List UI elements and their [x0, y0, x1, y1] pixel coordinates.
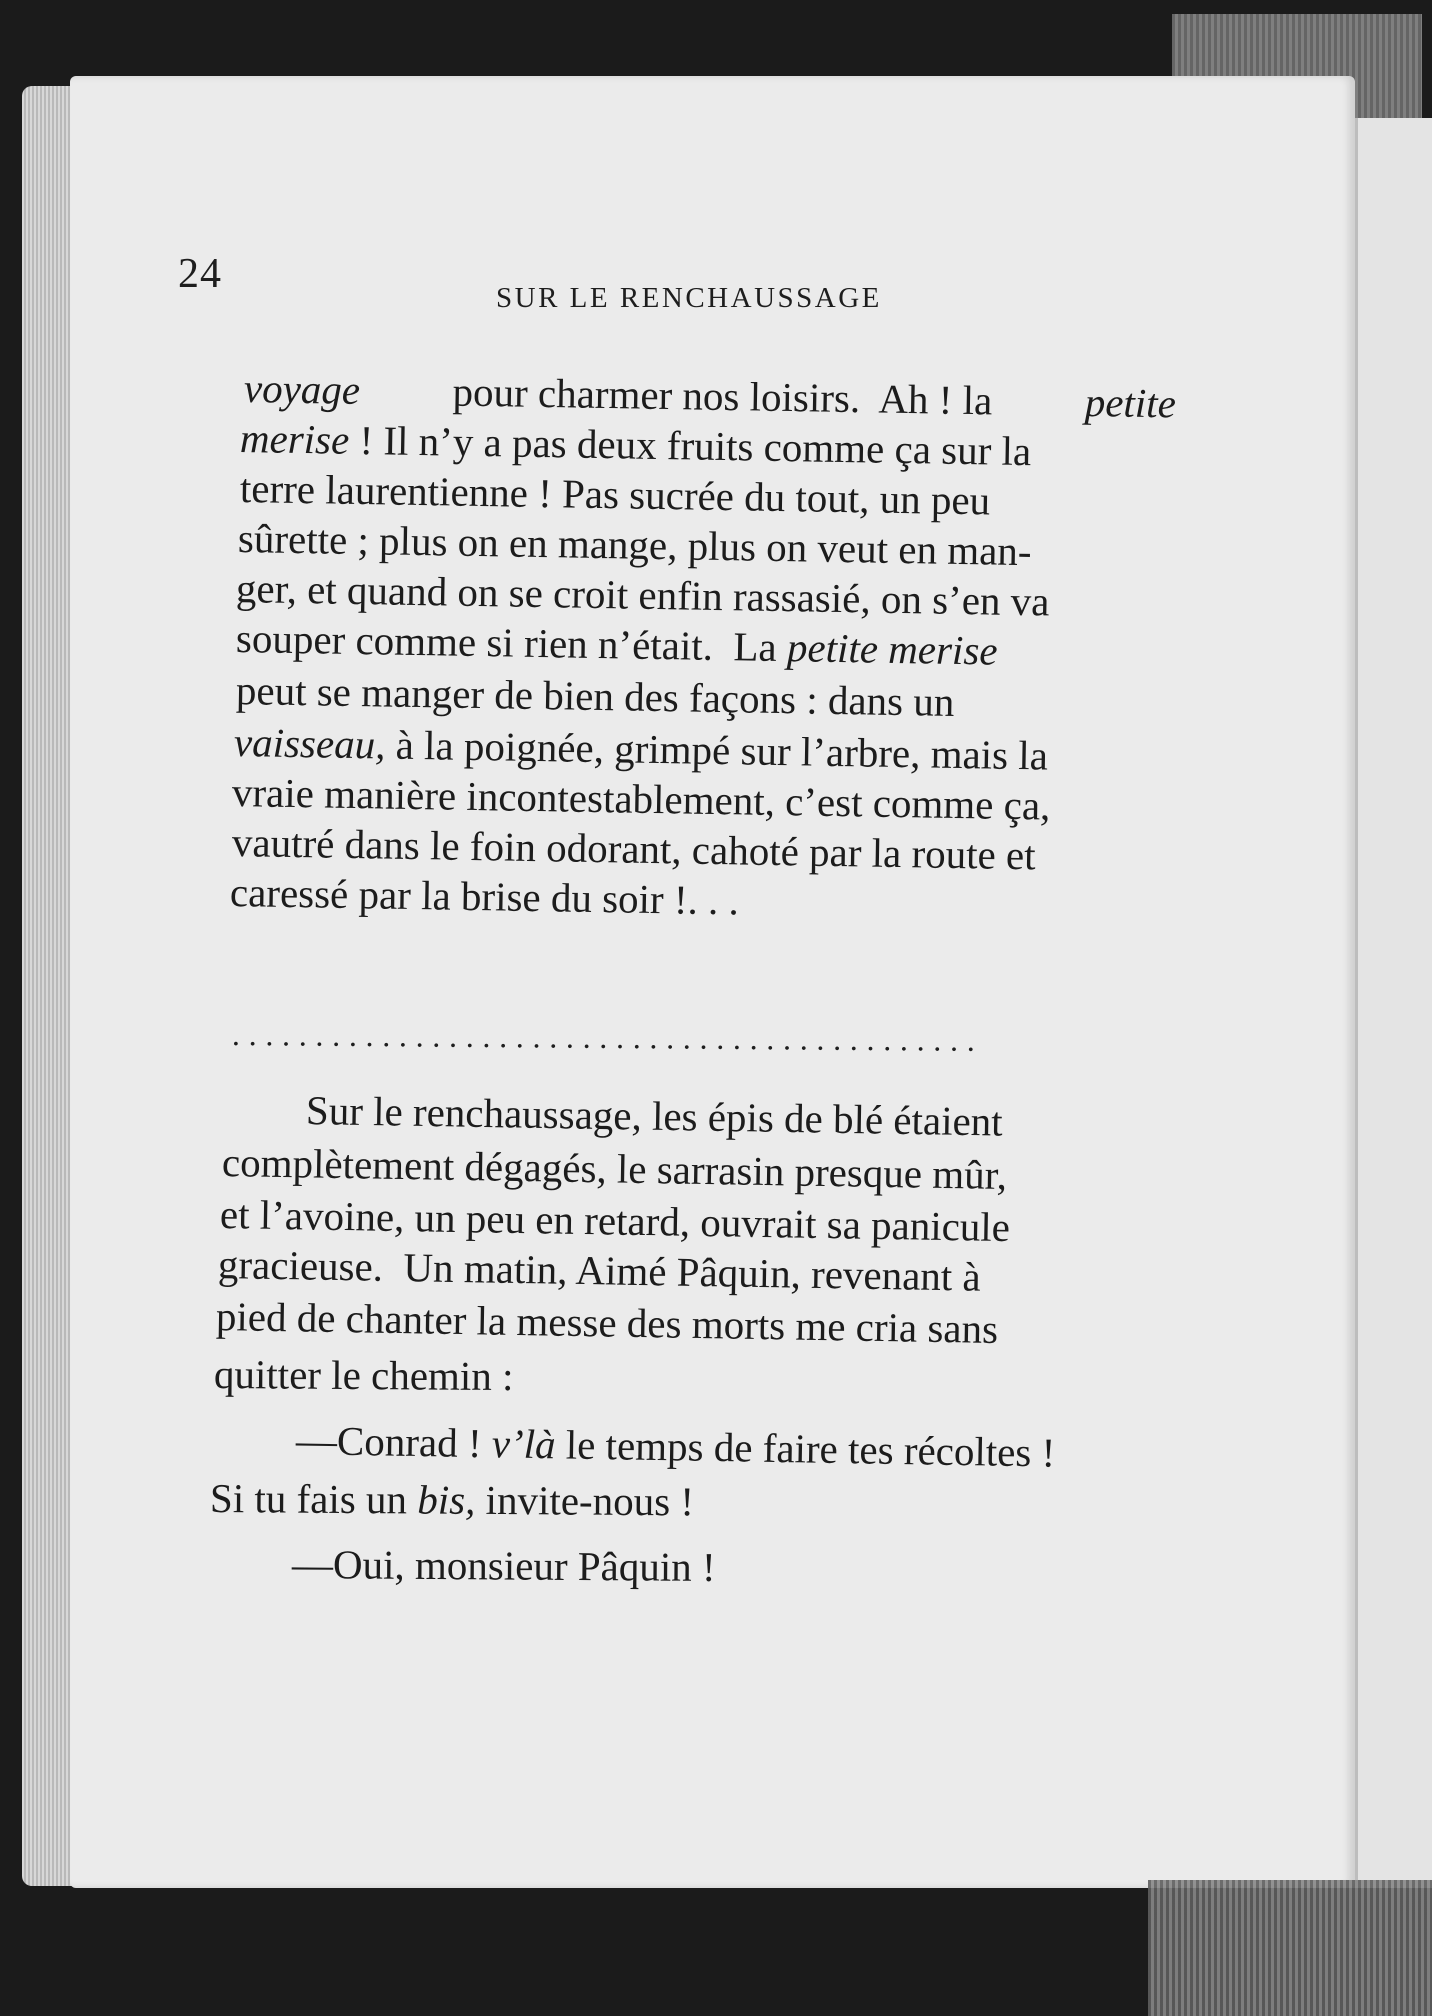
paragraph2-line-6 [213, 1351, 514, 1400]
paragraph2-line-1 [305, 1087, 1004, 1145]
line-text: complètement dégagés, le sarrasin presque mûr, [221, 1139, 1008, 1199]
line-text: à la poignée, grimpé sur l’arbre, mais la [385, 721, 1049, 779]
line-text: ! Il n’y a pas deux fruits comme ça sur la [348, 416, 1032, 475]
line-text: terre laurentienne ! Pas sucrée du tout, un peu [239, 465, 991, 524]
italic-text: bis, [417, 1476, 476, 1523]
line-text: souper comme si rien n’était. La [235, 615, 788, 671]
italic-text: voyage [243, 365, 361, 413]
next-page-edge [1350, 118, 1432, 1888]
italic-text: v’là [491, 1420, 556, 1468]
italic-text: petite [1084, 378, 1177, 427]
binding-cloth-bottom [1148, 1880, 1432, 2016]
line-text: invite-nous ! [475, 1476, 695, 1525]
line-text: Sur le renchaussage, les épis de blé étaient [305, 1087, 1004, 1145]
line-text: Si tu fais un [209, 1475, 418, 1523]
italic-text: vaisseau, [233, 719, 386, 768]
line-text: pour charmer nos loisirs. Ah ! la [441, 368, 1003, 424]
italic-text: petite merise [786, 624, 998, 674]
book-page [70, 76, 1355, 1888]
running-head: SUR LE RENCHAUSSAGE [496, 282, 882, 314]
line-text: vautré dans le foin odorant, cahoté par la route et [231, 819, 1037, 879]
dotted-separator: ............................................. [231, 1016, 984, 1058]
line-text: pied de chanter la messe des morts me cria sans [215, 1293, 999, 1352]
line-text: peut se manger de bien des façons : dans un [235, 667, 955, 725]
line-text: gracieuse. Un matin, Aimé Pâquin, revenant à [217, 1241, 982, 1300]
paragraph1-line-11 [229, 869, 740, 924]
line-text: vraie manière incontestablement, c’est comme ça, [231, 769, 1051, 829]
line-text: et l’avoine, un peu en retard, ouvrait sa panicule [219, 1191, 1011, 1251]
dialogue-line-3 [291, 1541, 716, 1590]
line-text: quitter le chemin : [213, 1351, 514, 1400]
line-text: —Conrad ! [295, 1417, 493, 1467]
page-number: 24 [178, 251, 222, 297]
italic-text: merise [239, 415, 350, 463]
dialogue-line-2 [209, 1475, 695, 1525]
line-text: ger, et quand on se croit enfin rassasié, on s’en va [235, 565, 1050, 625]
line-text: —Oui, monsieur Pâquin ! [291, 1541, 716, 1590]
line-text: sûrette ; plus on en mange, plus on veut en man- [237, 515, 1032, 575]
line-text: le temps de faire tes récoltes ! [555, 1421, 1056, 1476]
line-text: caressé par la brise du soir !. . . [229, 869, 740, 924]
